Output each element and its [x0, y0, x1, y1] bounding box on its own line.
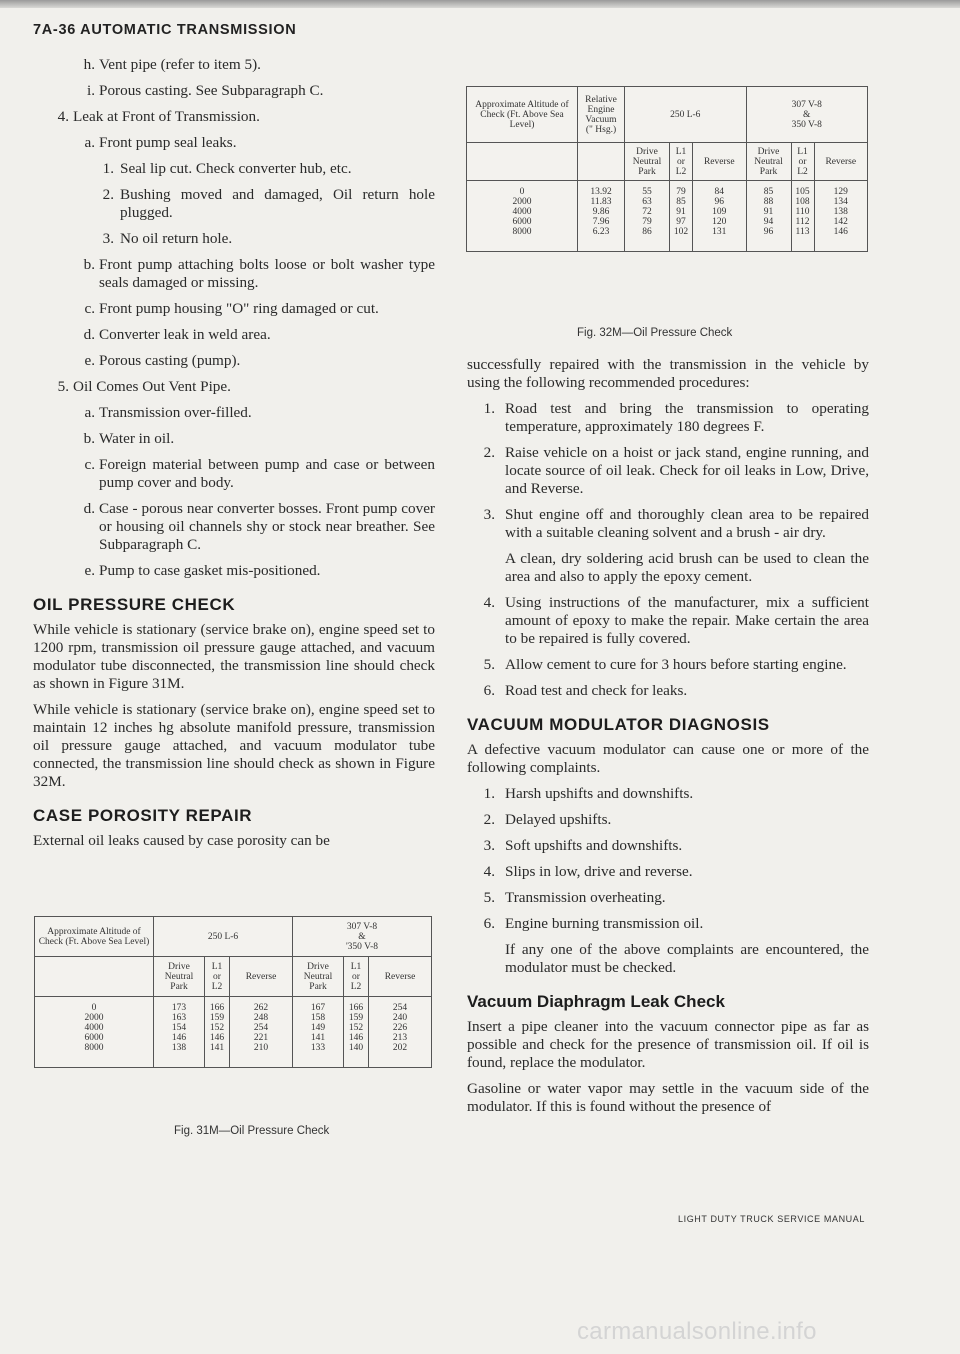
complaint-item — [467, 889, 869, 907]
blank-cell — [35, 957, 154, 997]
col-l1: L1 or L2 — [791, 143, 814, 181]
vacuum-modulator-intro: A defective vacuum modulator can cause one or more of the following complaints. — [467, 741, 869, 776]
list-marker: 5. — [57, 378, 69, 395]
list-marker: 2. — [483, 444, 495, 461]
g2-l1-values: 166 159 152 146 140 — [344, 997, 369, 1068]
list-marker: d. — [83, 326, 95, 343]
g2-reverse-values: 129 134 138 142 146 — [814, 181, 868, 252]
list-marker: 5. — [483, 656, 495, 673]
page-footer: LIGHT DUTY TRUCK SERVICE MANUAL — [678, 1214, 865, 1224]
list-text: Allow cement to cure for 3 hours before starting engine. — [505, 656, 847, 673]
repair-step-item — [467, 594, 869, 648]
g1-drive-values: 173 163 154 146 138 — [154, 997, 205, 1068]
leak-item — [33, 378, 435, 396]
leak-item — [33, 134, 435, 152]
right-column — [467, 356, 869, 1124]
oil-pressure-heading: OIL PRESSURE CHECK — [33, 595, 236, 614]
leak-list — [33, 56, 435, 580]
list-marker: 3. — [102, 230, 114, 247]
list-marker: 6. — [483, 682, 495, 699]
figure-32m-caption: Fig. 32M—Oil Pressure Check — [577, 327, 733, 339]
oil-pressure-table-32m — [466, 86, 868, 252]
list-text: Front pump housing "O" ring damaged or cut. — [99, 300, 379, 317]
leak-item — [33, 456, 435, 492]
oil-pressure-para-1: While vehicle is stationary (service brake on), engine speed set to 1200 rpm, transmission oil pressure gauge attached, and vacuum modulator tube disconnected, the transmission line should check as shown in Figure 31M. — [33, 621, 435, 692]
engine-250-header: 250 L-6 — [154, 917, 293, 957]
complaint-item — [467, 915, 869, 933]
repair-steps-continued — [467, 594, 869, 700]
leak-item — [33, 108, 435, 126]
leak-item — [33, 404, 435, 422]
list-marker: e. — [84, 352, 95, 369]
case-porosity-para: External oil leaks caused by case porosity can be — [33, 832, 330, 849]
col-reverse: Reverse — [230, 957, 293, 997]
diaphragm-para-2: Gasoline or water vapor may settle in the vacuum side of the modulator. If this is found without the presence of — [467, 1080, 869, 1115]
list-marker: i. — [86, 82, 95, 99]
leak-item — [33, 326, 435, 344]
col-l1: L1 or L2 — [670, 143, 693, 181]
repair-step-item — [467, 506, 869, 542]
col-l1: L1 or L2 — [205, 957, 230, 997]
g2-drive-values: 167 158 149 141 133 — [293, 997, 344, 1068]
list-marker: 4. — [57, 108, 69, 125]
list-text: Slips in low, drive and reverse. — [505, 863, 693, 880]
complaint-item — [467, 863, 869, 881]
list-text: Soft upshifts and downshifts. — [505, 837, 683, 854]
list-marker: a. — [84, 134, 95, 151]
list-text: Raise vehicle on a hoist or jack stand, engine running, and locate source of oil leak. Check for oil leaks in Low, Drive, and Reverse. — [505, 444, 869, 497]
leak-item — [33, 500, 435, 554]
list-marker: 1. — [483, 785, 495, 802]
vacuum-modulator-heading: VACUUM MODULATOR DIAGNOSIS — [467, 715, 770, 734]
altitude-header: Approximate Altitude of Check (Ft. Above Sea Level) — [35, 917, 154, 957]
repair-step-item — [467, 444, 869, 498]
list-marker: 5. — [483, 889, 495, 906]
list-marker: 3. — [483, 506, 495, 523]
list-marker: b. — [83, 430, 95, 447]
list-text: Oil Comes Out Vent Pipe. — [73, 378, 231, 395]
leak-item — [33, 56, 435, 74]
col-drive: Drive Neutral Park — [293, 957, 344, 997]
col-l1: L1 or L2 — [344, 957, 369, 997]
list-marker: 4. — [483, 863, 495, 880]
col-drive: Drive Neutral Park — [746, 143, 791, 181]
list-text: Engine burning transmission oil. — [505, 915, 704, 932]
left-column — [33, 56, 435, 858]
complaints-note: If any one of the above complaints are encountered, the modulator must be checked. — [505, 941, 869, 976]
figure-31m-caption: Fig. 31M—Oil Pressure Check — [174, 1125, 330, 1137]
leak-item — [33, 186, 435, 222]
list-text: Transmission overheating. — [505, 889, 666, 906]
vacuum-header: Relative Engine Vacuum (" Hsg.) — [578, 87, 625, 143]
repair-step-item — [467, 400, 869, 436]
list-marker: h. — [83, 56, 95, 73]
g2-l1-values: 105 108 110 112 113 — [791, 181, 814, 252]
engine-307-350-header: 307 V-8 & '350 V-8 — [293, 917, 432, 957]
list-text: Front pump seal leaks. — [99, 134, 237, 151]
oil-pressure-table-31m — [34, 916, 432, 1068]
vacuum-values: 13.92 11.83 9.86 7.96 6.23 — [578, 181, 625, 252]
list-text: Road test and bring the transmission to operating temperature, approximately 180 degrees F. — [505, 400, 869, 435]
oil-pressure-para-2: While vehicle is stationary (service brake on), engine speed set to maintain 12 inches hg absolute manifold pressure, transmission oil pressure gauge attached, and vacuum modulator tube connected, the transmission line should check as shown in Figure 32M. — [33, 701, 435, 790]
g1-l1-values: 166 159 152 146 141 — [205, 997, 230, 1068]
col-drive: Drive Neutral Park — [154, 957, 205, 997]
list-text: Front pump attaching bolts loose or bolt washer type seals damaged or missing. — [99, 256, 435, 291]
leak-item — [33, 430, 435, 448]
list-text: Transmission over-filled. — [99, 404, 252, 421]
list-text: Porous casting. See Subparagraph C. — [99, 82, 324, 99]
list-text: Shut engine off and thoroughly clean area to be repaired with a suitable cleaning solvent and a brush - air dry. — [505, 506, 869, 541]
altitude-values: 0 2000 4000 6000 8000 — [35, 997, 154, 1068]
list-marker: c. — [84, 300, 95, 317]
list-marker: 2. — [102, 186, 114, 203]
list-marker: 1. — [483, 400, 495, 417]
list-marker: c. — [84, 456, 95, 473]
list-marker: a. — [84, 404, 95, 421]
col-drive: Drive Neutral Park — [625, 143, 670, 181]
g1-l1-values: 79 85 91 97 102 — [670, 181, 693, 252]
list-marker: 3. — [483, 837, 495, 854]
list-text: Pump to case gasket mis-positioned. — [99, 562, 321, 579]
list-text: Delayed upshifts. — [505, 811, 612, 828]
leak-item — [33, 82, 435, 100]
leak-item — [33, 230, 435, 248]
list-text: No oil return hole. — [120, 230, 233, 247]
case-porosity-heading: CASE POROSITY REPAIR — [33, 806, 253, 825]
list-text: Case - porous near converter bosses. Front pump cover or housing oil channels shy or stock near breather. See Subparagraph C. — [99, 500, 435, 553]
diaphragm-leak-heading: Vacuum Diaphragm Leak Check — [467, 992, 725, 1011]
list-text: Porous casting (pump). — [99, 352, 241, 369]
complaint-item — [467, 837, 869, 855]
list-text: Bushing moved and damaged, Oil return hole plugged. — [120, 186, 435, 221]
list-text: Vent pipe (refer to item 5). — [99, 56, 261, 73]
leak-item — [33, 256, 435, 292]
porosity-intro: successfully repaired with the transmission in the vehicle by using the following recommended procedures: — [467, 356, 869, 391]
altitude-values: 0 2000 4000 6000 8000 — [467, 181, 578, 252]
g2-reverse-values: 254 240 226 213 202 — [369, 997, 432, 1068]
repair-step-item — [467, 656, 869, 674]
leak-item — [33, 300, 435, 318]
diaphragm-para-1: Insert a pipe cleaner into the vacuum connector pipe as far as possible and check for the presence of transmission oil. If oil is found, replace the modulator. — [467, 1018, 869, 1071]
g2-drive-values: 85 88 91 94 96 — [746, 181, 791, 252]
list-marker: 6. — [483, 915, 495, 932]
repair-steps — [467, 400, 869, 542]
watermark: carmanualsonline.info — [577, 1318, 817, 1345]
list-text: Foreign material between pump and case or between pump cover and body. — [99, 456, 435, 491]
col-reverse: Reverse — [814, 143, 868, 181]
g1-reverse-values: 84 96 109 120 131 — [693, 181, 747, 252]
blank-cell — [467, 143, 578, 181]
list-text: Converter leak in weld area. — [99, 326, 271, 343]
list-text: Leak at Front of Transmission. — [73, 108, 260, 125]
list-text: Water in oil. — [99, 430, 175, 447]
list-marker: 4. — [483, 594, 495, 611]
complaint-item — [467, 811, 869, 829]
leak-item — [33, 562, 435, 580]
g1-drive-values: 55 63 72 79 86 — [625, 181, 670, 252]
col-reverse: Reverse — [693, 143, 747, 181]
step-3-note: A clean, dry soldering acid brush can be used to clean the area and also to apply the epoxy cement. — [505, 550, 869, 585]
col-reverse: Reverse — [369, 957, 432, 997]
list-marker: 1. — [102, 160, 114, 177]
blank-cell — [578, 143, 625, 181]
altitude-header: Approximate Altitude of Check (Ft. Above Sea Level) — [467, 87, 578, 143]
page-header: 7A-36 AUTOMATIC TRANSMISSION — [33, 22, 297, 38]
engine-250-header: 250 L-6 — [625, 87, 747, 143]
list-text: Harsh upshifts and downshifts. — [505, 785, 694, 802]
leak-item — [33, 160, 435, 178]
top-rule — [0, 0, 960, 8]
complaint-list — [467, 785, 869, 933]
list-text: Using instructions of the manufacturer, mix a sufficient amount of epoxy to make the repair. Make certain the area to be repaired is fully covered. — [505, 594, 869, 647]
list-marker: 2. — [483, 811, 495, 828]
list-marker: e. — [84, 562, 95, 579]
list-text: Road test and check for leaks. — [505, 682, 688, 699]
list-text: Seal lip cut. Check converter hub, etc. — [120, 160, 352, 177]
repair-step-item — [467, 682, 869, 700]
complaint-item — [467, 785, 869, 803]
list-marker: b. — [83, 256, 95, 273]
engine-307-350-header: 307 V-8 & 350 V-8 — [746, 87, 868, 143]
leak-item — [33, 352, 435, 370]
g1-reverse-values: 262 248 254 221 210 — [230, 997, 293, 1068]
list-marker: d. — [83, 500, 95, 517]
